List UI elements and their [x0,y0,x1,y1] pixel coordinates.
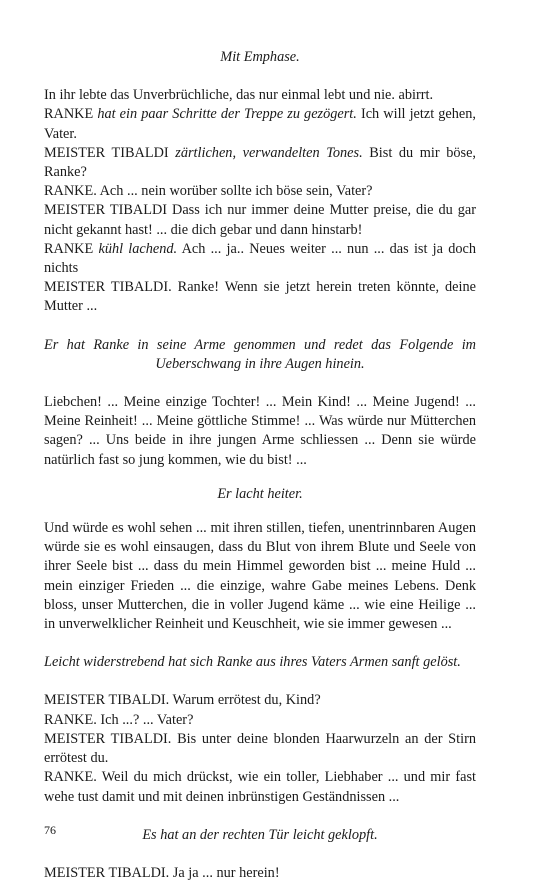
dialogue-line [44,86,476,105]
inline-stage-direction: kühl lachend. [98,240,178,257]
page-body [44,48,476,883]
line-text: Bist du mir böse, Ranke? [44,144,476,181]
speaker: RANKE [44,106,98,123]
dialogue-line: RANKE. Weil du mich drückst, wie ein toller, Liebhaber ... und mir fast wehe tust damit und mit deinen inbrünstigen Geständnissen ... [44,769,476,805]
speech-paragraph-2: Und würde es wohl sehen ... mit ihren stillen, tiefen, unentrinnbaren Augen würde sie es wohl einsaugen, dass du Blut von ihrem Blute und Seele von ihrer Seele bist ... dass du mein Himmel geworden bist ... meine Huld ... mein einziger Frieden ... die einzige, wahre Gabe meines Lebens. Denk bloss, unser Mutterchen, die in voller Jugend käme ... wie eine Heilige ... in unverwelklicher Reinheit und Keuschheit, wie sie immer gewesen ... [44,520,476,633]
line-text: MEISTER TIBALDI. Ranke! Wenn sie jetzt herein treten könnte, deine Mutter ... [44,279,476,315]
inline-stage-direction: hat ein paar Schritte der Treppe zu gezögert. [97,106,357,123]
stage-direction-reluctant: Leicht widerstrebend hat sich Ranke aus ihres Vaters Armen sanft gelöst. [44,654,461,671]
dialogue-line-final: MEISTER TIBALDI. Ja ja ... nur herein! [44,864,280,881]
stage-direction-laughs: Er lacht heiter. [217,485,303,502]
speaker: RANKE [44,240,99,257]
dialogue-line [44,240,476,278]
line-text: Ach ... ja.. Neues weiter ... nun ... das ist ja doch nichts [44,240,476,277]
dialogue-line: MEISTER TIBALDI. Warum errötest du, Kind? [44,692,321,709]
dialogue-line [44,182,476,201]
dialogue-line [44,278,476,316]
page-number: 76 [44,823,56,837]
dialogue-line [44,105,476,143]
stage-direction-emphase: Mit Emphase. [220,49,300,65]
stage-direction-embrace: Er hat Ranke in seine Arme genommen und redet das Folgende im Ueberschwang in ihre Augen hinein. [44,336,476,372]
line-text: MEISTER TIBALDI Dass ich nur immer deine Mutter preise, die du gar nicht gekannt hast! ... die dich gebar und dann hinstarb! [44,202,476,238]
speaker: MEISTER TIBALDI [44,144,176,161]
dialogue-line: MEISTER TIBALDI. Bis unter deine blonden Haarwurzeln an der Stirn errötest du. [44,730,476,767]
inline-stage-direction: zärtlichen, verwandelten Tones. [175,144,363,161]
line-text: In ihr lebte das Unverbrüchliche, das nur einmal lebt und nie. abirrt. [44,87,434,104]
stage-direction-knock: Es hat an der rechten Tür leicht geklopft. [142,826,378,843]
dialogue-block-1 [44,86,476,316]
speech-paragraph-1: Liebchen! ... Meine einzige Tochter! ... Mein Kind! ... Meine Jugend! ... Meine Reinheit! ... Meine göttliche Stimme! ... Was würde nur Mütterchen sagen? ... Uns beide in ihre jungen Arme schliessen ... Denn sie würde natürlich fast so jung kommen, wie du bist! ... [44,394,476,468]
dialogue-line [44,201,476,239]
line-text: RANKE. Ach ... nein worüber sollte ich böse sein, Vater? [44,183,373,200]
dialogue-block-2 [44,691,476,806]
dialogue-line: RANKE. Ich ...? ... Vater? [44,711,194,728]
dialogue-line [44,144,476,182]
line-text: Ich will jetzt gehen, Vater. [44,106,476,142]
